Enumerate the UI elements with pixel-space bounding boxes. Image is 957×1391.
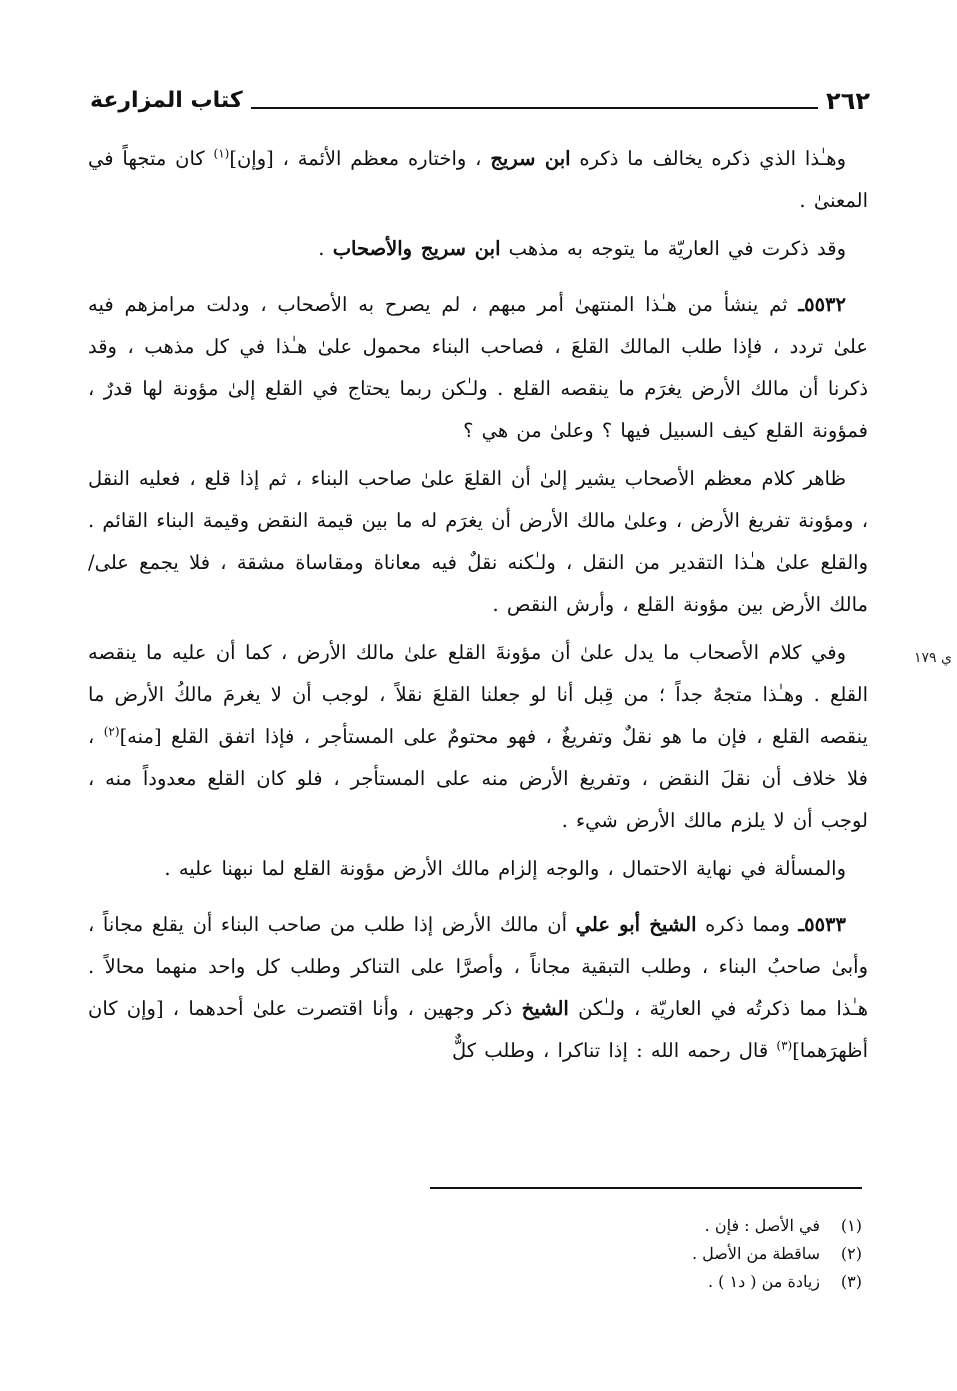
footnote-ref-3: (٣) xyxy=(776,1038,793,1053)
running-header xyxy=(90,82,870,116)
paragraph-1 xyxy=(88,138,868,222)
paragraph-5533 xyxy=(88,904,868,1072)
paragraph-5532 xyxy=(88,284,868,452)
paragraph-5 xyxy=(88,632,868,842)
text-run: ظاهر كلام معظم الأصحاب يشير إلىٰ أن القلعَ علىٰ صاحب البناء ، ثم إذا قلع ، فعليه النقل ، ومؤونة تفريغ الأرض ، وعلىٰ مالك الأرض أن يغرَم له ما بين قيمة النقض وقيمة البناء القائم . والقلع علىٰ هـٰذا التقدير من النقل ، ولـٰكنه نقلٌ فيه معاناة ومقاساة مشقة ، فلا يجمع على/ مالك الأرض بين مؤونة القلع ، وأرش النقص . xyxy=(88,467,868,616)
text-run: ، فلا خلاف أن نقلَ النقض ، وتفريغ الأرض منه على المستأجر ، فلو كان القلع معدوداً منه ، لوجب أن لا يلزم مالك الأرض شيء . xyxy=(88,725,868,832)
text-run: ذكر وجهين ، وأنا اقتصرت علىٰ أحدهما ، [وإن كان أظهرَهما] xyxy=(88,997,868,1062)
footnote-ref-2: (٢) xyxy=(103,724,120,739)
text-run: وفي كلام الأصحاب ما يدل علىٰ أن مؤونةَ القلع علىٰ مالك الأرض ، كما أن عليه ما ينقصه القلع . وهـٰذا متجهٌ جداً ؛ من قِبل أنا لو جعلنا القلعَ نقلاً ، لوجب أن لا يغرمَ مالكُ الأرض ما ينقصه القلع ، فإن ما هو نقلٌ وتفريغٌ ، فهو محتومٌ على المستأجر ، فإذا اتفق القلع [منه] xyxy=(88,641,868,748)
footnote-text: في الأصل : فإن . xyxy=(704,1216,820,1235)
book-title: كتاب المزارعة xyxy=(90,88,243,113)
section-number: ٥٥٣٣ـ xyxy=(798,913,846,936)
text-run: قال رحمه الله : إذا تناكرا ، وطلب كلٌّ xyxy=(452,1039,777,1062)
paragraph-6 xyxy=(88,848,868,890)
text-run: ثم ينشأ من هـٰذا المنتهىٰ أمر مبهم ، لم يصرح به الأصحاب ، ودلت مرامزهم فيه علىٰ تردد ، فإذا طلب المالك القلعَ ، فصاحب البناء محمول علىٰ هـٰذا في كل مذهب ، وقد ذكرنا أن مالك الأرض يغرَم ما ينقصه القلع . ولـٰكن ربما يحتاج في القلع إلىٰ مؤونة لها قدرٌ ، فمؤونة القلع كيف السبيل فيها ؟ وعلىٰ من هي ؟ xyxy=(88,293,868,442)
page-number: ٢٦٢ xyxy=(826,87,870,115)
name-shaykh: الشيخ xyxy=(521,997,569,1020)
footnote-item xyxy=(430,1240,862,1268)
footnote-ref-1: (١) xyxy=(213,146,230,161)
name-ibn-surayj-ashab: ابن سريج والأصحاب xyxy=(332,237,501,260)
name-shaykh-abu-ali: الشيخ أبو علي xyxy=(575,913,697,936)
footnote-text: زيادة من ( د١ ) . xyxy=(707,1272,820,1291)
footnote-number: (٢) xyxy=(840,1244,862,1263)
text-run: . xyxy=(318,237,333,260)
text-run: وهـٰذا الذي ذكره يخالف ما ذكره xyxy=(570,147,846,170)
section-number: ٥٥٣٢ـ xyxy=(798,293,846,316)
footnote-rule xyxy=(430,1187,862,1189)
text-run: والمسألة في نهاية الاحتمال ، والوجه إلزام مالك الأرض مؤونة القلع لما نبهنا عليه . xyxy=(164,857,846,880)
footnote-number: (٣) xyxy=(840,1272,862,1291)
name-ibn-surayj: ابن سريج xyxy=(490,147,571,170)
text-run: ومما ذكره xyxy=(696,913,799,936)
text-run: ، واختاره معظم الأئمة ، [وإن] xyxy=(229,147,491,170)
header-rule xyxy=(251,107,818,109)
footnote-text: ساقطة من الأصل . xyxy=(692,1244,820,1263)
paragraph-2 xyxy=(88,228,868,270)
manuscript-folio-note: ي ١٧٩ xyxy=(914,650,952,666)
footnotes xyxy=(430,1212,862,1296)
paragraph-4 xyxy=(88,458,868,626)
text-run: كان متجهاً في المعنىٰ . xyxy=(88,147,868,212)
body-text xyxy=(88,138,868,1078)
text-run: وقد ذكرت في العاريّة ما يتوجه به مذهب xyxy=(500,237,846,260)
footnote-number: (١) xyxy=(840,1216,862,1235)
footnote-item xyxy=(430,1268,862,1296)
footnote-item xyxy=(430,1212,862,1240)
text-run: أن مالك الأرض إذا طلب من صاحب البناء أن يقلع مجاناً ، وأبىٰ صاحبُ البناء ، وطلب التبقية مجاناً ، وأصرَّا على التناكر وطلب كل واحد منهما محالاً . هـٰذا مما ذكرتُه في العاريّة ، ولـٰكن xyxy=(88,913,868,1020)
